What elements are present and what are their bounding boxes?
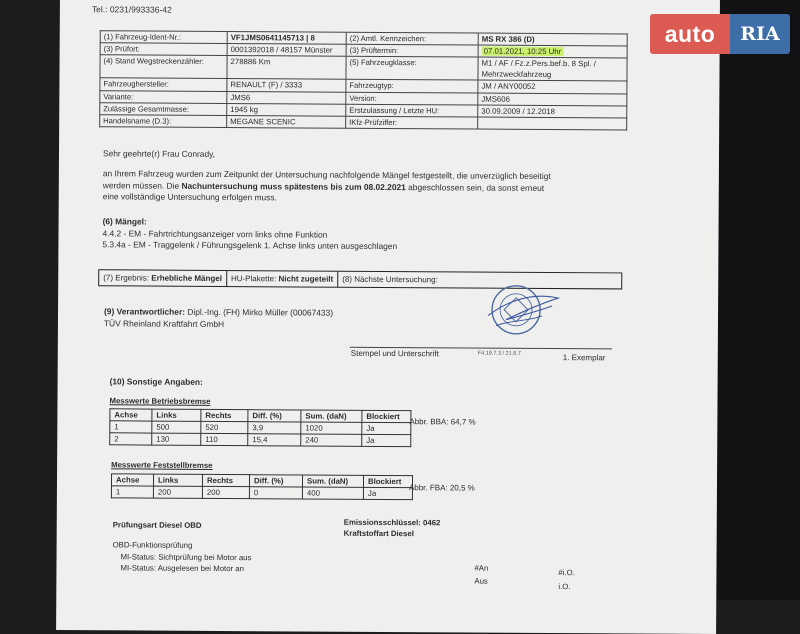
service-brake-abbr: Abbr. BBA: 64,7 % — [409, 417, 476, 427]
vehicle-label: (3) Prüftermin: — [346, 44, 478, 57]
form-code: F4.19.7.3 / 21.6.7 — [477, 350, 521, 357]
vehicle-label: (5) Fahrzeugklasse: — [346, 57, 478, 81]
inspection-report-page — [56, 0, 720, 634]
obd-aus: Aus — [474, 576, 488, 586]
brake-cell: 1 — [110, 421, 152, 433]
mi-status-visual: MI-Status: Sichtprüfung bei Motor aus — [120, 552, 252, 563]
watermark-part-2: RIA — [730, 14, 790, 54]
fuel-type: Kraftstoffart Diesel — [343, 528, 414, 539]
vehicle-value: JMS6 — [227, 91, 346, 104]
vehicle-label: IKfz-Prüfziffer: — [346, 116, 478, 129]
brake-cell: Ja — [362, 434, 411, 446]
obd-an: #An — [474, 563, 489, 573]
letter-line-1: an Ihrem Fahrzeug wurden zum Zeitpunkt der Untersuchung nachfolgende Mängel festgestellt, die unverzüglich beseitigt — [102, 168, 551, 182]
parking-brake-table — [111, 473, 413, 500]
responsible-name: Dipl.-Ing. (FH) Mirko Müller (00067433) — [184, 306, 334, 318]
brake-cell: 200 — [202, 486, 249, 498]
brake-table-row — [111, 486, 412, 500]
brake-cell: 400 — [302, 487, 363, 499]
defect-item: 5.3.4a - EM - Traggelenk / Führungsgelenk 1. Achse links unten ausgeschlagen — [102, 239, 398, 252]
responsible-section — [104, 306, 333, 330]
brake-cell: 1 — [111, 486, 153, 498]
official-stamp-icon — [486, 280, 561, 345]
vehicle-label: Erstzulassung / Letzte HU: — [346, 104, 478, 117]
brake-cell: 0 — [249, 487, 302, 499]
defects-title: (6) Mängel: — [102, 216, 147, 227]
vehicle-value: JM / ANY00052 — [478, 80, 627, 93]
letter-line-2: werden müssen. Die Nachuntersuchung muss spätestens bis zum 08.02.2021 abgeschlossen sein, da sonst erneut — [102, 179, 545, 193]
brake-cell: 2 — [110, 433, 152, 445]
vehicle-label: Zulässige Gesamtmasse: — [100, 102, 227, 115]
obd-function-check: OBD-Funktionsprüfung — [112, 540, 193, 550]
vehicle-table-row — [100, 55, 627, 81]
obd-io-1: #i.O. — [558, 568, 575, 578]
brake-column-header: Rechts — [201, 409, 248, 421]
watermark-part-1: auto — [650, 14, 730, 54]
brake-cell: 200 — [153, 486, 202, 498]
obd-title: Prüfungsart Diesel OBD — [112, 520, 202, 530]
watermark-logo — [650, 14, 790, 54]
vehicle-label: Handelsname (D.3): — [100, 115, 227, 128]
responsible-label: (9) Verantwortlicher: — [104, 306, 186, 317]
vehicle-label: (2) Amtl. Kennzeichen: — [346, 32, 478, 45]
brake-column-header: Achse — [110, 409, 152, 421]
brake-cell: 520 — [201, 421, 248, 433]
brake-column-header: Diff. (%) — [248, 410, 301, 422]
defects-section — [102, 216, 397, 252]
brake-cell: 15,4 — [248, 434, 301, 446]
vehicle-label: (3) Prüfort: — [100, 43, 227, 56]
defect-item: 4.4.2 - EM - Fahrtrichtungsanzeiger vorn links ohne Funktion — [102, 227, 328, 240]
letter-line-3: eine vollständige Untersuchung erfolgen muss. — [102, 191, 277, 203]
vehicle-label: Fahrzeugtyp: — [346, 80, 478, 93]
vehicle-value: 30.09.2009 / 12.2018 — [478, 105, 627, 118]
vehicle-value: MEGANE SCENIC — [227, 115, 346, 128]
vehicle-value: VF1JMS0641145713 | 8 — [227, 32, 346, 45]
emission-key: Emissionsschlüssel: 0462 — [343, 517, 441, 528]
vehicle-value — [478, 117, 627, 130]
service-brake-table — [109, 408, 411, 447]
brake-cell: 3,9 — [248, 422, 301, 434]
brake-cell: Ja — [363, 487, 412, 499]
next-inspection-cell: (8) Nächste Untersuchung: — [342, 274, 438, 285]
brake-cell: 240 — [301, 434, 362, 446]
responsible-company: TÜV Rheinland Kraftfahrt GmbH — [103, 317, 225, 329]
brake-cell: 130 — [152, 433, 201, 445]
vehicle-table-row — [100, 115, 627, 130]
other-info-title: (10) Sonstige Angaben: — [109, 376, 203, 387]
vehicle-label: Fahrzeughersteller: — [100, 78, 227, 91]
vehicle-label: (1) Fahrzeug-Ident-Nr.: — [100, 31, 227, 44]
header-phone: Tel.: 0231/993336-42 — [91, 4, 172, 15]
hu-sticker-value: Nicht zugeteilt — [278, 274, 334, 284]
hu-sticker-cell: HU-Plakette: Nicht zugeteilt — [227, 271, 338, 287]
brake-column-header: Links — [152, 409, 201, 421]
vehicle-value: 1945 kg — [227, 103, 346, 116]
salutation: Sehr geehrte(r) Frau Conrady, — [102, 148, 216, 159]
brake-column-header: Blockiert — [363, 475, 412, 487]
vehicle-value: RENAULT (F) / 3333 — [227, 79, 346, 92]
vehicle-value: 0001392018 / 48157 Münster — [227, 44, 346, 57]
letter-paragraph — [103, 168, 551, 205]
brake-cell: 500 — [152, 421, 201, 433]
vehicle-data-table — [99, 30, 628, 130]
vehicle-value: 278886 Km — [227, 56, 346, 80]
brake-column-header: Links — [153, 474, 202, 486]
brake-column-header: Sum. (daN) — [302, 475, 363, 487]
highlighted-inspection-date: 07.01.2021, 10:25 Uhr — [483, 46, 562, 57]
result-value: Erhebliche Mängel — [151, 273, 222, 283]
vehicle-value — [478, 45, 627, 58]
brake-column-header: Diff. (%) — [249, 475, 302, 487]
signature-label: Stempel und Unterschrift — [350, 348, 439, 359]
brake-cell: 1020 — [301, 422, 362, 434]
brake-column-header: Achse — [111, 474, 153, 486]
follow-up-deadline: Nachuntersuchung muss spätestens bis zum 08.02.2021 — [181, 180, 406, 192]
header-cut-text — [92, 0, 134, 1]
brake-cell: 110 — [201, 433, 248, 445]
vehicle-value: MS RX 386 (D) — [478, 33, 627, 46]
parking-brake-title: Messwerte Feststellbremse — [111, 460, 213, 470]
brake-column-header: Blockiert — [362, 410, 411, 422]
copy-label: 1. Exemplar — [562, 353, 606, 363]
vehicle-label: (4) Stand Wegstreckenzähler: — [100, 55, 227, 79]
vehicle-label: Version: — [346, 92, 478, 105]
mi-status-read: MI-Status: Ausgelesen bei Motor an — [120, 563, 245, 574]
vehicle-value: JMS606 — [478, 93, 627, 106]
brake-column-header: Rechts — [202, 474, 249, 486]
vehicle-label: Variante: — [100, 90, 227, 103]
parking-brake-abbr: Abbr. FBA: 20,5 % — [408, 483, 475, 493]
brake-table-row — [110, 433, 411, 447]
result-cell: (7) Ergebnis: Erhebliche Mängel — [99, 270, 227, 286]
brake-column-header: Sum. (daN) — [301, 410, 362, 422]
brake-cell: Ja — [362, 422, 411, 434]
service-brake-title: Messwerte Betriebsbremse — [109, 396, 211, 406]
vehicle-value: M1 / AF / Fz.z.Pers.bef.b. 8 Spl. / Mehrzweckfahrzeug — [478, 57, 627, 81]
obd-io-2: i.O. — [558, 582, 571, 592]
